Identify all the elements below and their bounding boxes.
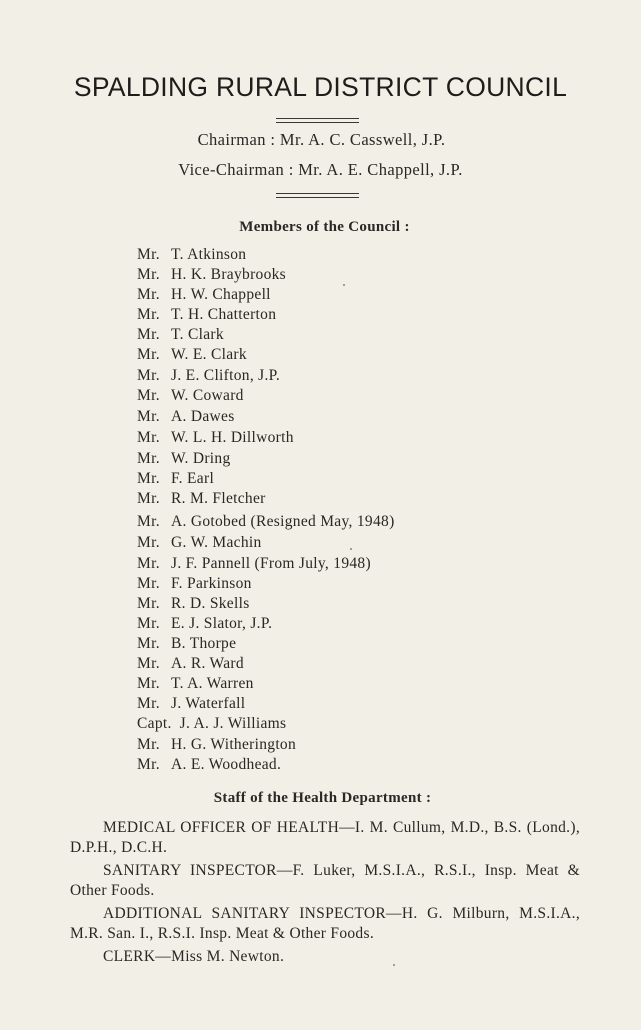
member-title: Mr.	[137, 450, 160, 467]
member-item	[137, 346, 247, 364]
member-title: Mr.	[137, 575, 160, 592]
member-title: Mr.	[137, 408, 160, 425]
member-item	[137, 306, 276, 324]
member-item	[137, 450, 231, 468]
staff-entry: MEDICAL OFFICER OF HEALTH—I. M. Cullum, M.D., B.S. (Lond.), D.P.H., D.C.H.	[70, 819, 580, 856]
vice-chairman-line: Vice-Chairman : Mr. A. E. Chappell, J.P.	[178, 160, 463, 179]
member-item	[137, 756, 281, 774]
member-title: Capt.	[137, 715, 172, 732]
member-name: B. Thorpe	[171, 635, 237, 652]
member-name: F. Parkinson	[171, 575, 252, 592]
member-item	[137, 635, 236, 653]
member-title: Mr.	[137, 266, 160, 283]
member-name: A. R. Ward	[171, 655, 244, 672]
member-item	[137, 286, 271, 304]
member-name: G. W. Machin	[171, 534, 262, 551]
paper-speck	[393, 964, 395, 966]
member-item	[137, 513, 395, 531]
chairman-line: Chairman : Mr. A. C. Casswell, J.P.	[197, 130, 446, 149]
member-item	[137, 595, 250, 613]
member-title: Mr.	[137, 736, 160, 753]
member-item	[137, 266, 286, 284]
member-title: Mr.	[137, 655, 160, 672]
member-name: A. Gotobed (Resigned May, 1948)	[171, 513, 395, 530]
member-title: Mr.	[137, 326, 160, 343]
member-name: H. K. Braybrooks	[171, 266, 287, 283]
member-title: Mr.	[137, 675, 160, 692]
member-item	[137, 429, 294, 447]
member-name: R. D. Skells	[171, 595, 250, 612]
staff-entry: ADDITIONAL SANITARY INSPECTOR—H. G. Milburn, M.S.I.A., M.R. San. I., R.S.I. Insp. Meat & Other Foods.	[70, 905, 580, 942]
member-title: Mr.	[137, 367, 160, 384]
member-name: A. Dawes	[171, 408, 235, 425]
member-title: Mr.	[137, 595, 160, 612]
member-title: Mr.	[137, 490, 160, 507]
member-item	[137, 408, 235, 426]
member-title: Mr.	[137, 286, 160, 303]
member-name: J. Waterfall	[171, 695, 246, 712]
member-name: J. E. Clifton, J.P.	[171, 367, 281, 384]
members-heading: Members of the Council :	[239, 219, 410, 235]
member-name: J. F. Pannell (From July, 1948)	[171, 555, 371, 572]
member-name: T. H. Chatterton	[171, 306, 277, 323]
member-item	[137, 470, 214, 488]
member-name: R. M. Fletcher	[171, 490, 266, 507]
page-title: SPALDING RURAL DISTRICT COUNCIL	[73, 72, 568, 102]
double-rule-bottom	[276, 193, 359, 198]
member-name: W. Coward	[171, 387, 244, 404]
staff-list	[70, 818, 580, 967]
member-item	[137, 326, 224, 344]
staff-entry: SANITARY INSPECTOR—F. Luker, M.S.I.A., R.S.I., Insp. Meat & Other Foods.	[70, 862, 580, 899]
member-name: F. Earl	[171, 470, 215, 487]
member-item	[137, 534, 262, 552]
member-name: A. E. Woodhead.	[171, 756, 282, 773]
member-item	[137, 655, 244, 673]
paper-speck	[350, 548, 352, 550]
member-title: Mr.	[137, 346, 160, 363]
member-item	[137, 575, 252, 593]
member-title: Mr.	[137, 306, 160, 323]
member-name: W. Dring	[171, 450, 231, 467]
member-item	[137, 246, 246, 264]
member-name: W. L. H. Dillworth	[171, 429, 294, 446]
member-name: T. Clark	[171, 326, 224, 343]
member-item	[137, 695, 245, 713]
member-item	[137, 615, 272, 633]
member-title: Mr.	[137, 429, 160, 446]
member-title: Mr.	[137, 695, 160, 712]
member-item	[137, 490, 266, 508]
member-item	[137, 675, 254, 693]
member-title: Mr.	[137, 615, 160, 632]
member-title: Mr.	[137, 756, 160, 773]
member-title: Mr.	[137, 387, 160, 404]
member-title: Mr.	[137, 635, 160, 652]
member-name: E. J. Slator, J.P.	[171, 615, 273, 632]
member-name: T. Atkinson	[171, 246, 247, 263]
double-rule-top	[276, 118, 359, 123]
member-item	[137, 736, 296, 754]
paper-speck	[343, 284, 345, 286]
member-name: H. W. Chappell	[171, 286, 271, 303]
staff-entry: CLERK—Miss M. Newton.	[103, 948, 285, 965]
member-title: Mr.	[137, 513, 160, 530]
member-item	[137, 715, 286, 733]
member-title: Mr.	[137, 555, 160, 572]
member-title: Mr.	[137, 246, 160, 263]
staff-heading: Staff of the Health Department :	[213, 790, 432, 806]
member-item	[137, 367, 280, 385]
member-name: J. A. J. Williams	[179, 715, 287, 732]
member-item	[137, 387, 244, 405]
member-title: Mr.	[137, 470, 160, 487]
member-item	[137, 555, 371, 573]
member-name: H. G. Witherington	[171, 736, 297, 753]
member-name: T. A. Warren	[171, 675, 254, 692]
member-name: W. E. Clark	[171, 346, 247, 363]
member-title: Mr.	[137, 534, 160, 551]
